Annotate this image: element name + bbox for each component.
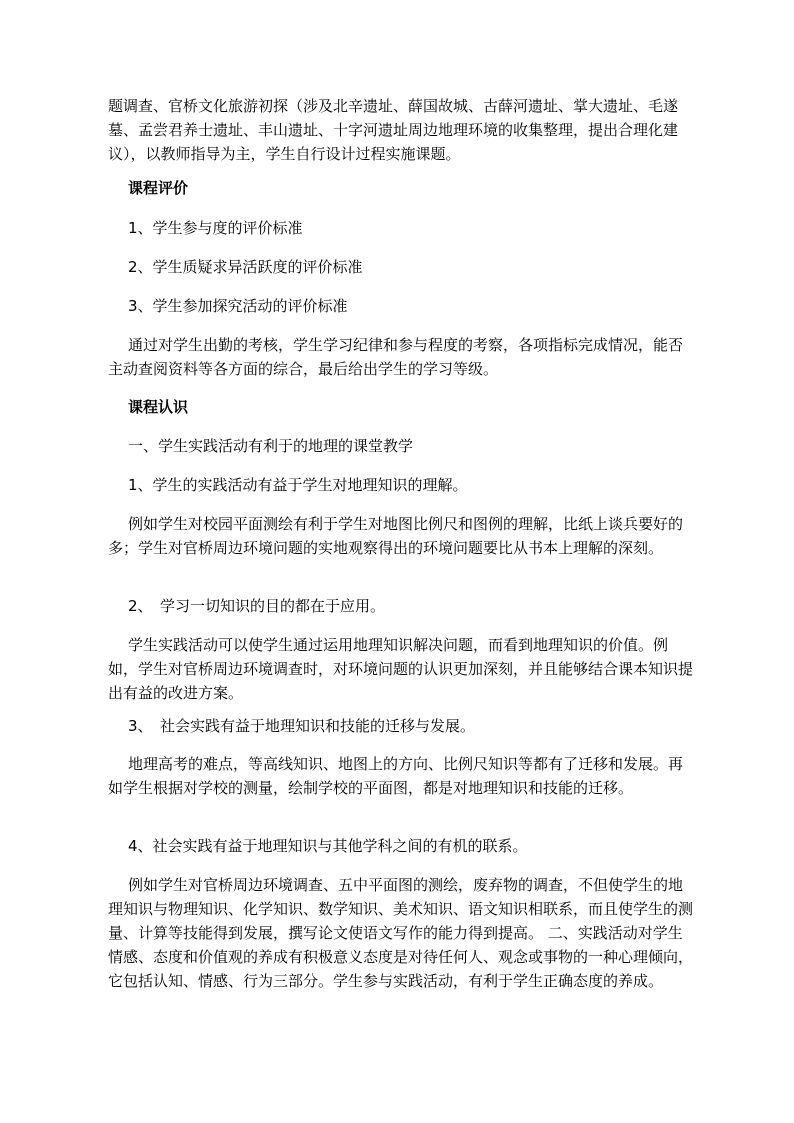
recognition-item-4: 4、社会实践有益于地理知识与其他学科之间的有机的联系。 <box>128 837 528 855</box>
heading-course-recognition: 课程认识 <box>128 398 189 416</box>
eval-item-2: 2、学生质疑求异活跃度的评价标准 <box>128 258 363 276</box>
recognition-section-1: 一、学生实践活动有利于的地理的课堂教学 <box>128 437 414 455</box>
recognition-item-4-paragraph: 例如学生对官桥周边环境调查、五中平面图的测绘，废弃物的调查，不但使学生的地理知识与物理知识、化学知识、数学知识、美术知识、语文知识相联系，而且使学生的测量、计算等技能得到发展，撰写论文使语文写作的能力得到提高。 二、实践活动对学生情感、态度和价值观的养成有积极意义态度是对待任何人、观念或事物的一种心理倾向，它包括认知、情感、行为三部分。学生参与实践活动，有利于学生正确态度的养成。 <box>108 876 694 990</box>
eval-item-3: 3、学生参加探究活动的评价标准 <box>128 297 348 315</box>
heading-course-evaluation: 课程评价 <box>128 179 189 197</box>
recognition-item-2: 2、 学习一切知识的目的都在于应用。 <box>128 597 386 615</box>
intro-paragraph: 题调查、官桥文化旅游初探（涉及北辛遗址、薛国故城、古薛河遗址、掌大遗址、毛遂墓、孟尝君养士遗址、丰山遗址、十字河遗址周边地理环境的收集整理，提出合理化建议），以教师指导为主，学生自行设计过程实施课题。 <box>108 97 679 163</box>
recognition-item-2-paragraph: 学生实践活动可以使学生通过运用地理知识解决问题，而看到地理知识的价值。例如，学生对官桥周边环境调查时，对环境问题的认识更加深刻，并且能够结合课本知识提出有益的改进方案。 <box>108 636 694 702</box>
recognition-item-1-paragraph: 例如学生对校园平面测绘有利于学生对地图比例尺和图例的理解，比纸上谈兵要好的多；学生对官桥周边环境问题的实地观察得出的环境问题要比从书本上理解的深刻。 <box>108 515 684 557</box>
recognition-item-1: 1、学生的实践活动有益于学生对地理知识的理解。 <box>128 476 468 494</box>
eval-summary-paragraph: 通过对学生出勤的考核，学生学习纪律和参与程度的考察，各项指标完成情况，能否主动查阅资料等各方面的综合，最后给出学生的学习等级。 <box>108 336 684 378</box>
recognition-item-3: 3、 社会实践有益于地理知识和技能的迁移与发展。 <box>128 717 476 735</box>
recognition-item-3-paragraph: 地理高考的难点，等高线知识、地图上的方向、比例尺知识等都有了迁移和发展。再如学生根据对学校的测量，绘制学校的平面图，都是对地理知识和技能的迁移。 <box>108 755 684 797</box>
eval-item-1: 1、学生参与度的评价标准 <box>128 219 303 237</box>
